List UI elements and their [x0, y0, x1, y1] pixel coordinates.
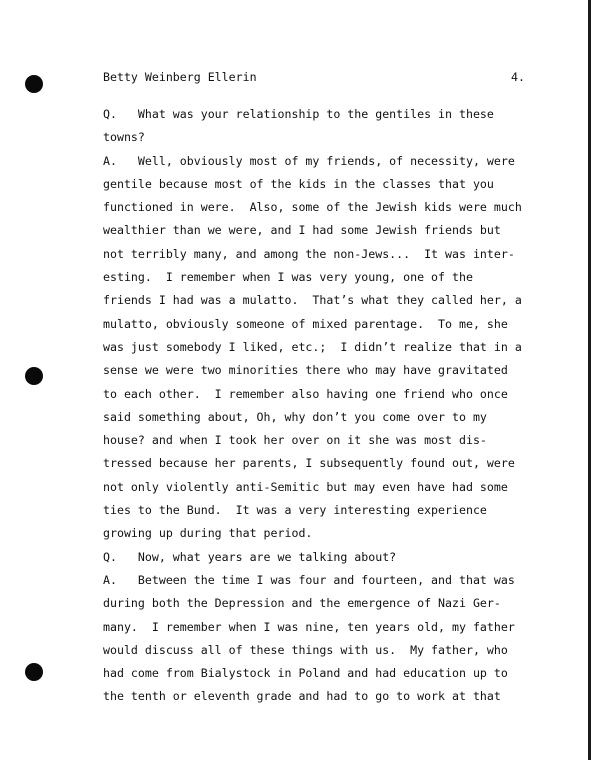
text-line: house? and when I took her over on it she was most dis-	[103, 433, 487, 448]
text-line: would discuss all of these things with us. My father, who	[103, 642, 508, 657]
text-line: ties to the Bund. It was a very interesting experience	[103, 503, 487, 518]
text-line: functioned in were. Also, some of the Jewish kids were much	[103, 200, 522, 215]
text-line: during both the Depression and the emergence of Nazi Ger-	[103, 596, 501, 611]
text-line: esting. I remember when I was very young, one of the	[103, 270, 473, 285]
text-line: friends I had was a mulatto. That’s what they called her, a	[103, 293, 522, 308]
text-line: not only violently anti-Semitic but may even have had some	[103, 479, 508, 494]
text-line: A. Well, obviously most of my friends, of necessity, were	[103, 153, 515, 168]
text-line: many. I remember when I was nine, ten years old, my father	[103, 619, 515, 634]
text-line: Q. What was your relationship to the gentiles in these	[103, 107, 494, 121]
text-line: said something about, Oh, why don’t you come over to my	[103, 409, 487, 424]
text-line: was just somebody I liked, etc.; I didn’t realize that in a	[103, 339, 522, 354]
text-line: tressed because her parents, I subsequently found out, were	[103, 456, 515, 471]
page-header	[103, 69, 525, 85]
text-line: towns?	[103, 130, 145, 145]
text-line: not terribly many, and among the non-Jews... It was inter-	[103, 246, 515, 261]
text-line: had come from Bialystock in Poland and had education up to	[103, 666, 508, 681]
text-line: gentile because most of the kids in the classes that you	[103, 176, 494, 191]
transcript-body	[103, 103, 523, 709]
binder-hole-middle	[25, 367, 43, 385]
text-line: the tenth or eleventh grade and had to go to work at that	[103, 689, 501, 704]
text-line: growing up during that period.	[103, 526, 313, 541]
page-number: 4.	[511, 70, 525, 84]
header-author: Betty Weinberg Ellerin	[103, 70, 257, 84]
text-line: to each other. I remember also having one friend who once	[103, 386, 508, 401]
text-line: mulatto, obviously someone of mixed parentage. To me, she	[103, 316, 508, 331]
text-line: sense we were two minorities there who may have gravitated	[103, 363, 508, 378]
text-line: Q. Now, what years are we talking about?	[103, 549, 397, 564]
binder-hole-top	[25, 75, 43, 93]
text-line: A. Between the time I was four and fourteen, and that was	[103, 572, 515, 587]
text-line: wealthier than we were, and I had some Jewish friends but	[103, 223, 501, 238]
binder-hole-bottom	[25, 663, 43, 681]
